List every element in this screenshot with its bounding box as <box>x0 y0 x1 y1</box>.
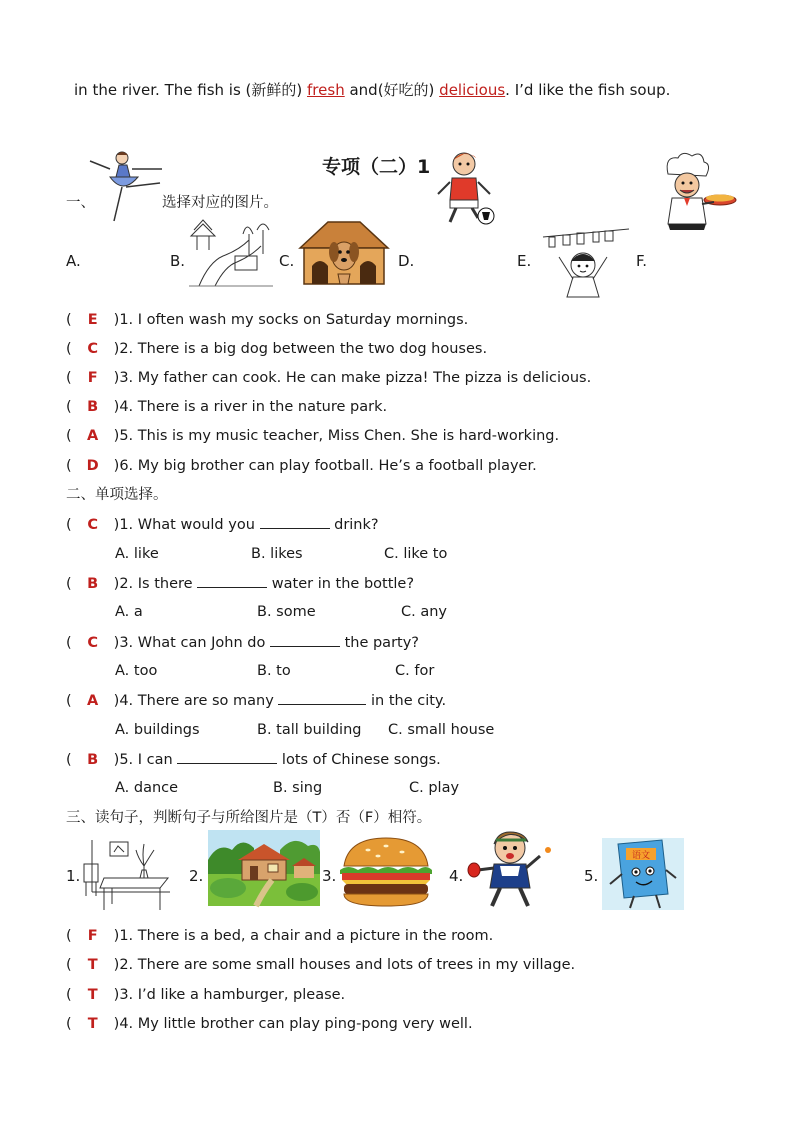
s1-item-6: ( D )6. My big brother can play football. He’s a football player. <box>66 458 537 474</box>
s2-q1-option-a: A. like <box>115 546 159 562</box>
s2-answer-2: B <box>87 576 99 592</box>
picture-label-d: D. <box>398 252 415 270</box>
s2-answer-5: B <box>87 752 99 768</box>
s2-q2-before: )2. Is there <box>113 576 198 592</box>
s2-q3-option-b: B. to <box>257 663 291 679</box>
s2-question-2: ( B )2. Is there water in the bottle? <box>66 573 414 594</box>
s3-item-1: ( F )1. There is a bed, a chair and a picture in the room. <box>66 928 494 944</box>
s1-item-5: ( A )5. This is my music teacher, Miss Chen. She is hard-working. <box>66 428 560 444</box>
s3-item-text-1: )1. There is a bed, a chair and a picture in the room. <box>113 928 494 944</box>
section3-heading: 三、读句子，判断句子与所给图片是（T）否（F）相符。 <box>66 810 432 826</box>
dog-houses-picture <box>298 218 390 286</box>
s2-q4-before: )4. There are so many <box>113 693 279 709</box>
picture-label-f: F. <box>636 252 647 270</box>
s3-answer-4: T <box>87 1016 98 1032</box>
book-label: 语文 <box>631 851 651 861</box>
s1-answer-6: D <box>86 458 99 474</box>
picture-label-a: A. <box>66 252 81 270</box>
s2-q5-option-b: B. sing <box>273 780 323 796</box>
s2-answer-4: A <box>87 693 99 709</box>
s1-item-text-2: )2. There is a big dog between the two dog houses. <box>113 341 488 357</box>
continuation-text-2: and(好吃的) <box>344 81 440 99</box>
s2-q5-before: )5. I can <box>113 752 178 768</box>
page-title <box>322 152 430 179</box>
s2-question-5: ( B )5. I can lots of Chinese songs. <box>66 749 441 770</box>
s3-answer-3: T <box>87 987 98 1003</box>
s2-q4-option-a: A. buildings <box>115 722 200 738</box>
s2-question-4: ( A )4. There are so many in the city. <box>66 690 446 711</box>
ping-pong-boy-picture <box>466 826 558 910</box>
s3-picture-label-1: 1. <box>66 867 81 885</box>
s2-q5-option-c: C. play <box>409 780 460 796</box>
hamburger-picture <box>338 836 434 908</box>
s2-q3-after: the party? <box>339 635 419 651</box>
s2-q2-option-a: A. a <box>115 604 143 620</box>
s2-question-3: ( C )3. What can John do the party? <box>66 632 419 653</box>
s3-picture-label-2: 2. <box>189 867 204 885</box>
s2-q5-blank <box>177 749 277 764</box>
s2-q3-blank <box>270 632 340 647</box>
s2-q4-option-c: C. small house <box>388 722 495 738</box>
s1-answer-5: A <box>87 428 99 444</box>
continuation-text-3: . I’d like the fish soup. <box>505 81 671 99</box>
s2-q1-after: drink? <box>329 517 379 533</box>
s2-answer-1: C <box>87 517 98 533</box>
s1-item-3: ( F )3. My father can cook. He can make pizza! The pizza is delicious. <box>66 370 592 386</box>
s3-answer-2: T <box>87 957 98 973</box>
s3-item-3: ( T )3. I’d like a hamburger, please. <box>66 987 346 1003</box>
s2-q2-option-c: C. any <box>401 604 447 620</box>
picture-label-c: C. <box>279 252 295 270</box>
s3-item-text-2: )2. There are some small houses and lots of trees in my village. <box>113 957 576 973</box>
s3-item-text-4: )4. My little brother can play ping-pong very well. <box>113 1016 473 1032</box>
continuation-line <box>74 80 670 100</box>
s2-q2-blank <box>197 573 267 588</box>
football-player-picture <box>434 150 498 226</box>
s2-q1-blank <box>260 514 330 529</box>
picture-label-e: E. <box>517 252 532 270</box>
s1-item-1: ( E )1. I often wash my socks on Saturday mornings. <box>66 312 469 328</box>
s1-answer-2: C <box>87 341 98 357</box>
section1-heading-text: 选择对应的图片。 <box>162 195 278 211</box>
s2-q3-option-c: C. for <box>395 663 435 679</box>
s3-item-text-3: )3. I’d like a hamburger, please. <box>113 987 346 1003</box>
s1-item-2: ( C )2. There is a big dog between the two dog houses. <box>66 341 488 357</box>
s2-q4-option-b: B. tall building <box>257 722 362 738</box>
s3-answer-1: F <box>87 928 98 944</box>
nature-park-picture <box>189 216 273 288</box>
s3-item-2: ( T )2. There are some small houses and lots of trees in my village. <box>66 957 576 973</box>
s2-q3-before: )3. What can John do <box>113 635 270 651</box>
s2-question-1: ( C )1. What would you drink? <box>66 514 379 535</box>
ballet-dancer-picture <box>86 147 166 225</box>
s1-answer-3: F <box>87 370 98 386</box>
s2-q4-blank <box>278 690 366 705</box>
s2-q4-after: in the city. <box>366 693 447 709</box>
picture-label-b: B. <box>170 252 186 270</box>
page-title-digit: 1 <box>417 156 431 178</box>
s1-answer-4: B <box>87 399 99 415</box>
s2-q2-after: water in the bottle? <box>267 576 415 592</box>
s1-item-text-6: )6. My big brother can play football. He’s a football player. <box>113 458 537 474</box>
answer-delicious: delicious <box>439 81 506 99</box>
s1-answer-1: E <box>87 312 98 328</box>
s3-picture-label-3: 3. <box>322 867 337 885</box>
laundry-girl-picture <box>543 227 631 301</box>
s2-answer-3: C <box>87 635 98 651</box>
s2-q5-after: lots of Chinese songs. <box>277 752 441 768</box>
s1-item-text-1: )1. I often wash my socks on Saturday mornings. <box>113 312 469 328</box>
s3-picture-label-5: 5. <box>584 867 599 885</box>
s1-item-4: ( B )4. There is a river in the nature park. <box>66 399 388 415</box>
answer-fresh: fresh <box>307 81 345 99</box>
chef-pizza-picture <box>656 152 736 232</box>
page-title-text: 专项（二） <box>322 156 418 178</box>
s2-q2-option-b: B. some <box>257 604 316 620</box>
s2-q1-option-c: C. like to <box>384 546 448 562</box>
s2-q5-option-a: A. dance <box>115 780 179 796</box>
section2-heading: 二、单项选择。 <box>66 487 168 503</box>
s2-q3-option-a: A. too <box>115 663 158 679</box>
room-picture <box>82 836 172 912</box>
chinese-book-picture <box>602 838 684 910</box>
continuation-text-1: in the river. The fish is (新鲜的) <box>74 81 308 99</box>
s3-picture-label-4: 4. <box>449 867 464 885</box>
section1-heading-prefix: 一、 <box>66 195 95 211</box>
s2-q1-before: )1. What would you <box>113 517 260 533</box>
s1-item-text-5: )5. This is my music teacher, Miss Chen. She is hard-working. <box>113 428 560 444</box>
s1-item-text-3: )3. My father can cook. He can make pizza! The pizza is delicious. <box>113 370 592 386</box>
s2-q1-option-b: B. likes <box>251 546 303 562</box>
village-picture <box>208 830 320 906</box>
s3-item-4: ( T )4. My little brother can play ping-pong very well. <box>66 1016 473 1032</box>
s1-item-text-4: )4. There is a river in the nature park. <box>113 399 388 415</box>
